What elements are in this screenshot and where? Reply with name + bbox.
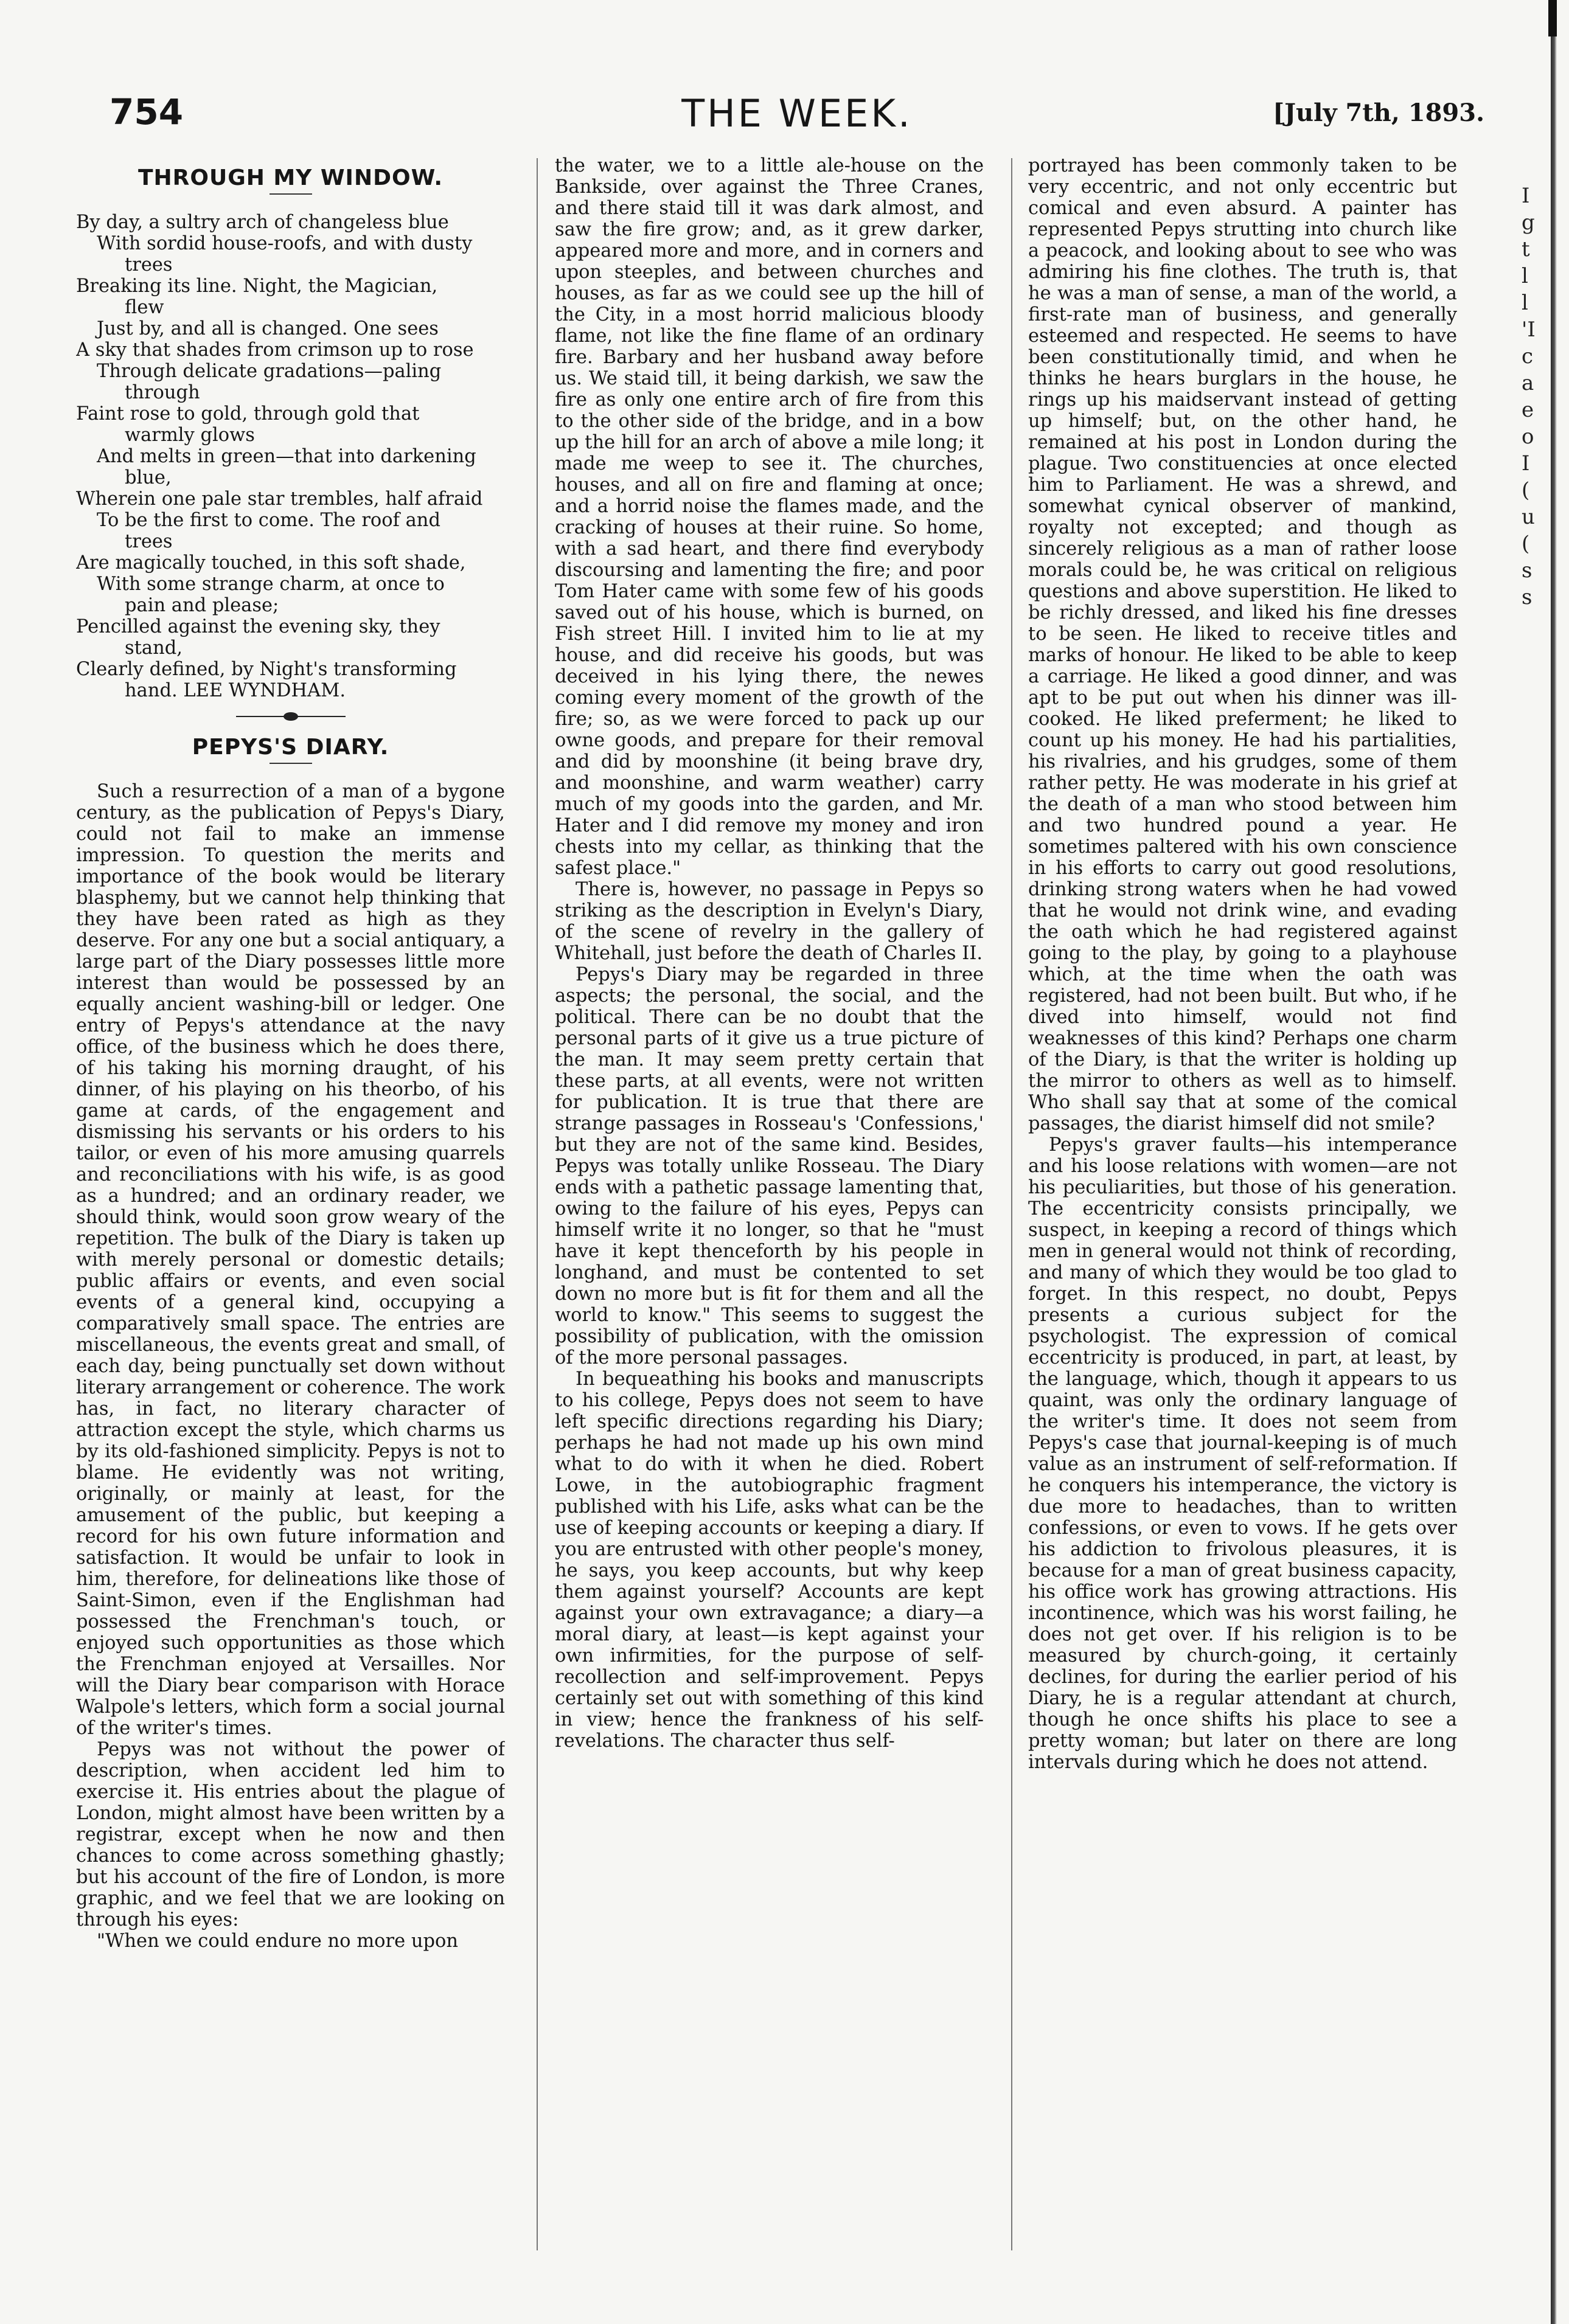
poem-line: Wherein one pale star trembles, half afraid	[76, 488, 483, 510]
issue-date: [July 7th, 1893.	[1273, 99, 1484, 127]
page-edge-rule	[1551, 0, 1557, 2324]
column-2	[555, 155, 984, 2260]
poem-line: A sky that shades from crimson up to rose	[76, 339, 474, 361]
poem-line: pain and please;	[125, 595, 279, 616]
section-ornament	[236, 712, 346, 721]
article-paragraph: Pepys's Diary may be regarded in three aspects; the personal, the social, and the political. There can be no doubt that the personal parts of it give us a true picture of the man. It may seem pretty certain that these parts, at all events, were not written for publication. It is true that there are strange passages in Rosseau's 'Confessions,' but they are not of the same kind. Besides, Pepys was totally unlike Rosseau. The Diary ends with a pathetic passage lamenting that, owing to the failure of his eyes, Pepys can himself write it no longer, so that he "must have it kept thenceforth by his people in longhand, and must be contented to set down no more but is fit for them and all the world to know." This seems to suggest the possibility of publication, with the omission of the more personal passages.	[555, 964, 984, 1368]
poem-line: Are magically touched, in this soft shade,	[76, 552, 466, 574]
poem-signature: hand. LEE WYNDHAM.	[125, 680, 346, 701]
article-paragraph: Such a resurrection of a man of a bygone century, as the publication of Pepys's Diary, could not fail to make an immense impression. To question the merits and importance of the book would be literary blasphemy, but we cannot help thinking that they have been rated as high as they deserve. For any one but a social antiquary, a large part of the Diary possesses little more interest than would be possessed by an equally ancient washing-bill or ledger. One entry of Pepys's attendance at the navy office, of the business which he does there, of his taking his morning draught, of his dinner, of his playing on his theorbo, of his game at cards, of the engagement and dismissing his servants or his orders to his tailor, or even of his more amusing quarrels and reconciliations with his wife, is as good as a hundred; and an ordinary reader, we should think, would soon grow weary of the repetition. The bulk of the Diary is taken up with merely personal or domestic details; public affairs or events, and even social events of a general kind, occupying a comparatively small space. The entries are miscellaneous, the events great and small, of each day, being punctually set down without literary arrangement or coherence. The work has, in fact, no literary character of attraction except the style, which charms us by its old-fashioned simplicity. Pepys is not to blame. He evidently was not writing, originally, or mainly at least, for the amusement of the public, but keeping a record for his own future information and satisfaction. It would be unfair to look in him, therefore, for delineations like those of Saint-Simon, even if the Englishman had possessed the Frenchman's touch, or enjoyed such opportunities as those which the Frenchman enjoyed at Versailles. Nor will the Diary bear comparison with Horace Walpole's letters, which form a social journal of the writer's times.	[76, 781, 505, 1739]
poem-line: Pencilled against the evening sky, they	[76, 616, 440, 637]
poem-line: Breaking its line. Night, the Magician,	[76, 276, 438, 297]
article-paragraph: "When we could endure no more upon	[97, 1930, 458, 1952]
poem-line: stand,	[125, 637, 183, 659]
article-paragraph: the water, we to a little ale-house on the Bankside, over against the Three Cranes, and there staid till it was dark almost, and saw the fire grow; and, as it grew darker, appeared more and more, and in corners and upon steeples, and between churches and houses, as far as we could see up the hill of the City, in a most horrid malicious bloody flame, not like the fine flame of an ordinary fire. Barbary and her husband away before us. We staid till, it being darkish, we saw the fire as only one entire arch of fire from this to the other side of the bridge, and in a bow up the hill for an arch of above a mile long; it made me weep to see it. The churches, houses, and all on fire and flaming at once; and a horrid noise the flames made, and the cracking of houses at their ruine. So home, with a sad heart, and there find everybody discoursing and lamenting the fire; and poor Tom Hater came with some few of his goods saved out of his house, which is burned, on Fish street Hill. I invited him to lie at my house, and did receive his goods, but was deceived in his lying there, the newes coming every moment of the growth of the fire; so, as we were forced to pack up our owne goods, and prepare for their removal and did by moonshine (it being brave dry, and moonshine, and warm weather) carry much of my goods into the garden, and Mr. Hater and I did remove my money and iron chests into my cellar, as thinking that the safest place."	[555, 155, 984, 879]
poem-title: THROUGH MY WINDOW.	[137, 165, 444, 190]
poem-body	[76, 212, 505, 701]
column-rule	[537, 158, 538, 2250]
poem-line: By day, a sultry arch of changeless blue	[76, 212, 449, 233]
column-1	[76, 155, 505, 2260]
article-paragraph: In bequeathing his books and manuscripts to his college, Pepys does not seem to have left specific directions regarding his Diary; perhaps he had not made up his own mind what to do with it when he died. Robert Lowe, in the autobiographic fragment published with his Life, asks what can be the use of keeping accounts or keeping a diary. If you are entrusted with other people's money, he says, you keep accounts, but why keep them against yourself? Accounts are kept against your own extravagance; a diary—a moral diary, at least—is kept against your own infirmities, for the purpose of self-recollection and self-improvement. Pepys certainly set out with something of this kind in view; hence the frankness of his self-revelations. The character thus self-	[555, 1368, 984, 1752]
column-rule	[1011, 158, 1012, 2250]
poem-line: trees	[125, 254, 173, 276]
poem-line: Clearly defined, by Night's transforming	[76, 659, 457, 680]
adjacent-page-fragment: I g t l l 'I c a e o I ( u ( s s	[1522, 184, 1536, 609]
title-rule	[270, 763, 312, 764]
journal-title: THE WEEK.	[681, 91, 913, 136]
poem-line: With sordid house-roofs, and with dusty	[97, 233, 473, 254]
column-3	[1028, 155, 1457, 2260]
poem-line: trees	[125, 531, 173, 552]
poem-line: To be the first to come. The roof and	[97, 510, 440, 531]
poem-line: Through delicate gradations—paling	[97, 361, 442, 382]
page-edge-mark	[1548, 0, 1557, 36]
poem-line: Just by, and all is changed. One sees	[97, 318, 439, 339]
article-paragraph: Pepys's graver faults—his intemperance and his loose relations with women—are not his peculiarities, but those of his generation. The eccentricity consists principally, we suspect, in keeping a record of things which men in general would not think of recording, and many of which they would be too glad to forget. In this respect, no doubt, Pepys presents a curious subject for the psychologist. The expression of comical eccentricity is produced, in part, at least, by the language, which, though it appears to us quaint, was only the ordinary language of the writer's time. It does not seem from Pepys's case that journal-keeping is of much value as an instrument of self-reformation. If he conquers his intemperance, the victory is due more to headaches, than to written confessions, or even to vows. If he gets over his addiction to frivolous pleasures, it is because for a man of great business capacity, his office work has growing attractions. His incontinence, which was his worst failing, he does not get over. If his religion is to be measured by church-going, it certainly declines, for during the earlier period of his Diary, he is a regular attendant at church, though he once shifts his place to see a pretty woman; but later on there are long intervals during which he does not attend.	[1028, 1134, 1457, 1773]
poem-line: blue,	[125, 467, 172, 488]
article-title: PEPYS'S DIARY.	[192, 735, 389, 760]
poem-line: With some strange charm, at once to	[97, 574, 445, 595]
article-paragraph: Pepys was not without the power of description, when accident led him to exercise it. His entries about the plague of London, might almost have been written by a registrar, except when he now and then chances to come across something ghastly; but his account of the fire of London, is more graphic, and we feel that we are looking on through his eyes:	[76, 1739, 505, 1930]
poem-line: flew	[125, 297, 164, 318]
poem-line: And melts in green—that into darkening	[97, 446, 476, 467]
poem-line: through	[125, 382, 200, 403]
article-paragraph: portrayed has been commonly taken to be very eccentric, and not only eccentric but comical and even absurd. A painter has represented Pepys strutting into church like a peacock, and looking about to see who was admiring his fine clothes. The truth is, that he was a man of sense, a man of the world, a first-rate man of business, and generally esteemed and respected. He seems to have been constitutionally timid, and when he thinks he hears burglars in the house, he rings up his maidservant instead of getting up himself; but, on the other hand, he remained at his post in London during the plague. Two constituencies at once elected him to Parliament. He was a shrewd, and somewhat cynical observer of mankind, royalty not excepted; and though as sincerely religious as a man of rather loose morals could be, he was critical on religious questions and above superstition. He liked to be richly dressed, and liked his fine dresses to be seen. He liked to receive titles and marks of honour. He liked to be able to keep a carriage. He liked a good dinner, and was apt to be put out when his dinner was ill-cooked. He liked preferment; he liked to count up his money. He had his partialities, his rivalries, and his grudges, some of them rather petty. He was moderate in his grief at the death of a man who stood between him and two hundred pound a year. He sometimes paltered with his own conscience in his efforts to carry out good resolutions, drinking strong waters when he had vowed that he would not drink wine, and evading the oath which he had registered against going to the play, by going to a playhouse which, at the time when the oath was registered, had not been built. But who, if he dived into himself, would not find weaknesses of this kind? Perhaps one charm of the Diary, is that the writer is holding up the mirror to others as well as to himself. Who shall say that at some of the comical passages, the diarist himself did not smile?	[1028, 155, 1457, 1134]
poem-line: warmly glows	[125, 425, 255, 446]
page-header	[110, 91, 1484, 146]
poem-line: Faint rose to gold, through gold that	[76, 403, 420, 425]
article-paragraph: There is, however, no passage in Pepys so striking as the description in Evelyn's Diary, of the scene of revelry in the gallery of Whitehall, just before the death of Charles II.	[555, 879, 984, 964]
title-rule	[270, 193, 312, 195]
page-number: 754	[110, 91, 184, 133]
